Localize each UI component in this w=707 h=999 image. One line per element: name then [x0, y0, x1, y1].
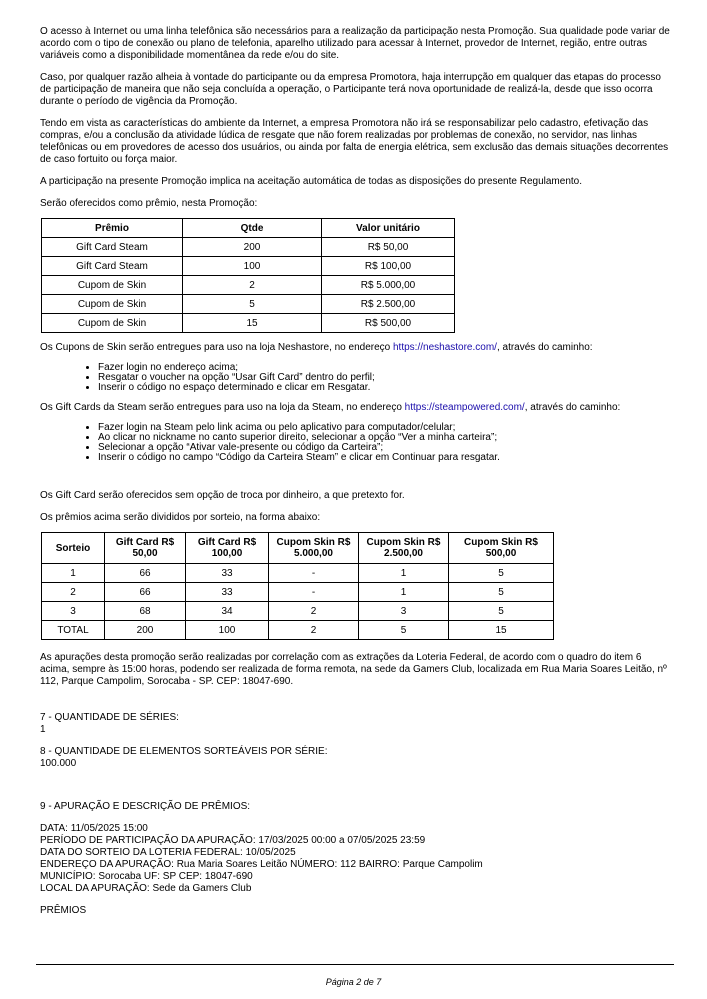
table-row [42, 238, 455, 257]
table-cell: 66 [105, 583, 186, 602]
paragraph-draw-intro: Os prêmios acima serão divididos por sorteio, na forma abaixo: [40, 512, 321, 523]
header-premio: Prêmio [42, 219, 183, 238]
section-7-title: 7 - QUANTIDADE DE SÉRIES: [40, 712, 179, 723]
paragraph-apuracoes: As apurações desta promoção serão realizadas por correlação com as extrações da Loteria Federal, de acordo com o quadro do item 6 acima, sempre às 15:00 horas, podendo ser realizada de forma remota, na sede da Gamers Club, localizada em Rua Maria Soares Leitão, nº 112, Parque Campolim, Sorocaba - SP. CEP: 18047-690. [40, 652, 667, 687]
skin-steps-list [40, 363, 670, 393]
section-8-value: 100.000 [40, 758, 77, 769]
prize-table-header [42, 219, 455, 238]
table-cell: - [269, 564, 359, 583]
section-9-line: ENDEREÇO DA APURAÇÃO: Rua Maria Soares Leitão NÚMERO: 112 BAIRRO: Parque Campolim [40, 859, 483, 870]
table-cell: 1 [359, 583, 449, 602]
table-cell: R$ 500,00 [322, 314, 455, 333]
section-9-line: DATA: 11/05/2025 15:00 [40, 823, 148, 834]
section-9-line: MUNICÍPIO: Sorocaba UF: SP CEP: 18047-690 [40, 871, 253, 882]
table-cell: 2 [269, 602, 359, 621]
header-valor-unitario: Valor unitário [322, 219, 455, 238]
table-cell: 15 [183, 314, 322, 333]
table-cell: 3 [42, 602, 105, 621]
table-cell: R$ 50,00 [322, 238, 455, 257]
neshastore-link[interactable]: https://neshastore.com/ [393, 342, 497, 353]
table-cell: 200 [105, 621, 186, 640]
list-item: • Ao clicar no nickname no canto superior direito, selecionar a opção “Ver a minha carteira”; [98, 433, 670, 443]
list-item: • Inserir o código no espaço determinado e clicar em Resgatar. [98, 383, 670, 393]
list-item: • Fazer login na Steam pelo link acima ou pelo aplicativo para computador/celular; [98, 423, 670, 433]
table-row [42, 295, 455, 314]
page-number: Página 2 de 7 [325, 977, 382, 987]
header-qtde: Qtde [183, 219, 322, 238]
section-9-title: 9 - APURAÇÃO E DESCRIÇÃO DE PRÊMIOS: [40, 801, 251, 812]
section-8-title: 8 - QUANTIDADE DE ELEMENTOS SORTEÁVEIS POR SÉRIE: [40, 746, 328, 757]
table-cell: 100 [183, 257, 322, 276]
header-skin-2500: Cupom Skin R$ 2.500,00 [359, 533, 449, 564]
table-cell: Cupom de Skin [42, 295, 183, 314]
prize-table [41, 218, 455, 333]
table-cell: 5 [359, 621, 449, 640]
table-cell: 5 [449, 583, 554, 602]
section-9-line: LOCAL DA APURAÇÃO: Sede da Gamers Club [40, 883, 252, 894]
table-row [42, 564, 554, 583]
list-item: • Fazer login no endereço acima; [98, 363, 670, 373]
section-9-line: PERÍODO DE PARTICIPAÇÃO DA APURAÇÃO: 17/03/2025 00:00 a 07/05/2025 23:59 [40, 835, 426, 846]
footer-divider [36, 964, 674, 965]
paragraph-skin-delivery: Os Cupons de Skin serão entregues para uso na loja Neshastore, no endereço https://neshastore.com/, através do caminho: [40, 342, 593, 353]
header-sorteio: Sorteio [42, 533, 105, 564]
header-skin-500: Cupom Skin R$ 500,00 [449, 533, 554, 564]
table-cell: 33 [186, 564, 269, 583]
table-row [42, 621, 554, 640]
list-item: • Selecionar a opção “Ativar vale-presente ou código da Carteira”; [98, 443, 670, 453]
steampowered-link[interactable]: https://steampowered.com/ [404, 402, 525, 413]
table-cell: 2 [269, 621, 359, 640]
table-cell: 34 [186, 602, 269, 621]
table-cell: 2 [183, 276, 322, 295]
paragraph-interruption: Caso, por qualquer razão alheia à vontade do participante ou da empresa Promotora, haja interrupção em qualquer das etapas do processo de participação de maneira que não seja concluída a operação, o Participante terá nova oportunidade de realizá-la, desde que isso ocorra durante o período de vigência da Promoção. [40, 72, 661, 107]
table-cell: 1 [359, 564, 449, 583]
list-item: • Inserir o código no campo “Código da Carteira Steam” e clicar em Continuar para resgatar. [98, 453, 670, 463]
paragraph-liability: Tendo em vista as características do ambiente da Internet, a empresa Promotora não irá se responsabilizar pelo cadastro, efetivação das compras, e/ou a conclusão da atividade lúdica de resgate que não forem realizadas por problemas de conexão, no servidor, nas linhas telefônicas ou em provedores de acesso dos usuários, ou ainda por falta de energia elétrica, sem exclusão das demais situações decorrentes de caso fortuito ou força maior. [40, 118, 669, 165]
table-cell: - [269, 583, 359, 602]
table-cell: 66 [105, 564, 186, 583]
table-cell: 200 [183, 238, 322, 257]
table-cell: Gift Card Steam [42, 238, 183, 257]
table-cell: 100 [186, 621, 269, 640]
table-cell: 5 [449, 602, 554, 621]
table-cell: 68 [105, 602, 186, 621]
table-cell: Gift Card Steam [42, 257, 183, 276]
table-cell: 3 [359, 602, 449, 621]
document-page [40, 26, 670, 917]
table-cell: Cupom de Skin [42, 276, 183, 295]
table-cell: TOTAL [42, 621, 105, 640]
draw-table [41, 532, 554, 640]
premios-label: PRÊMIOS [40, 905, 87, 916]
table-cell: R$ 2.500,00 [322, 295, 455, 314]
paragraph-steam-delivery: Os Gift Cards da Steam serão entregues para uso na loja da Steam, no endereço https://steampowered.com/, através do caminho: [40, 402, 621, 413]
table-cell: 1 [42, 564, 105, 583]
table-cell: 2 [42, 583, 105, 602]
table-cell: 5 [449, 564, 554, 583]
draw-table-header [42, 533, 554, 564]
header-gift-100: Gift Card R$ 100,00 [186, 533, 269, 564]
section-9-line: DATA DO SORTEIO DA LOTERIA FEDERAL: 10/05/2025 [40, 847, 296, 858]
section-7-value: 1 [40, 724, 46, 735]
header-skin-5000: Cupom Skin R$ 5.000,00 [269, 533, 359, 564]
table-cell: R$ 5.000,00 [322, 276, 455, 295]
table-row [42, 602, 554, 621]
table-cell: 5 [183, 295, 322, 314]
table-cell: R$ 100,00 [322, 257, 455, 276]
paragraph-no-exchange: Os Gift Card serão oferecidos sem opção de troca por dinheiro, a que pretexto for. [40, 490, 405, 501]
table-row [42, 314, 455, 333]
paragraph-internet-access: O acesso à Internet ou uma linha telefônica são necessários para a realização da participação nesta Promoção. Sua qualidade pode variar de acordo com o tipo de conexão ou plano de telefonia, aparelho utilizado para acessar à Internet, provedor de Internet, região, entre outras variáveis como a disponibilidade momentânea da rede e/ou do site. [40, 26, 670, 61]
table-cell: 15 [449, 621, 554, 640]
steam-steps-list [40, 423, 670, 463]
list-item: • Resgatar o voucher na opção “Usar Gift Card” dentro do perfil; [98, 373, 670, 383]
paragraph-prizes-intro: Serão oferecidos como prêmio, nesta Promoção: [40, 198, 258, 209]
table-row [42, 276, 455, 295]
header-gift-50: Gift Card R$ 50,00 [105, 533, 186, 564]
paragraph-acceptance: A participação na presente Promoção implica na aceitação automática de todas as disposições do presente Regulamento. [40, 176, 582, 187]
table-row [42, 257, 455, 276]
table-cell: Cupom de Skin [42, 314, 183, 333]
table-cell: 33 [186, 583, 269, 602]
table-row [42, 583, 554, 602]
